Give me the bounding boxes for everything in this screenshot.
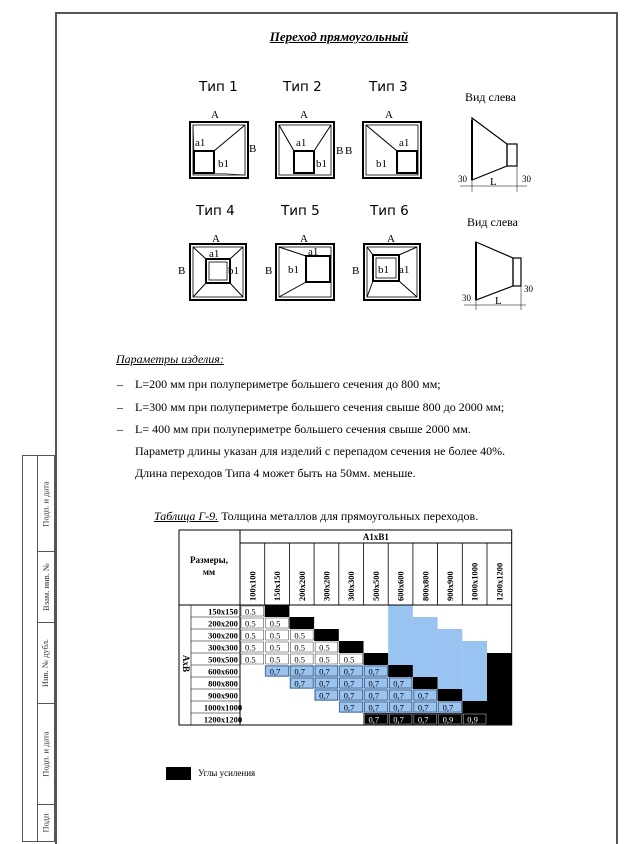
table-cell-value: 0,7 <box>343 702 355 713</box>
table-cell-fill <box>487 713 512 725</box>
type-3-diagram <box>345 105 433 185</box>
stamp-cell <box>37 704 54 805</box>
bullet-dash: – <box>117 377 123 391</box>
type-6-diagram <box>348 230 428 310</box>
side-view-diagram <box>455 108 545 198</box>
table-row-header: 500x500 <box>208 654 238 665</box>
table-cell-fill <box>438 641 463 653</box>
table-cell-value: 0,7 <box>368 714 380 725</box>
stamp-cell-label: Инв. № дубл. <box>40 638 51 688</box>
table-cell-fill <box>314 629 339 641</box>
param-note: Параметр длины указан для изделий с перепадом сечения не более 40%. <box>135 444 506 458</box>
table-cell-value: 0,7 <box>417 714 429 725</box>
table-cell-fill <box>438 677 463 689</box>
table-cell-fill <box>364 653 389 665</box>
dim-a-label: A <box>300 233 308 245</box>
table-cell-fill <box>339 641 364 653</box>
table-cell-value: 0,7 <box>269 666 281 677</box>
type-1-diagram <box>180 105 260 185</box>
table-cell-value: 0.5 <box>343 654 355 665</box>
stamp-cell <box>37 623 54 704</box>
table-cell-value: 0,9 <box>442 714 454 725</box>
dim-a1-label: a1 <box>195 137 206 149</box>
table-cell-fill <box>265 605 290 617</box>
metal-thickness-table <box>165 530 512 745</box>
dim-a1-label: a1 <box>308 246 319 258</box>
table-cell-fill <box>289 617 314 629</box>
table-cell-value: 0,7 <box>393 702 404 713</box>
dim-l-label: L <box>490 176 497 188</box>
table-cell-fill <box>413 665 438 677</box>
dim-a-label: A <box>211 109 219 121</box>
table-cell-fill <box>462 677 487 689</box>
dim-a1-label: a1 <box>209 248 220 260</box>
side-view-label: Вид слева <box>465 90 517 104</box>
stamp-cell <box>37 552 54 623</box>
table-column-header: 300x300 <box>346 571 357 601</box>
table-row-group-header: AxB <box>181 655 191 673</box>
table-cell-fill <box>438 629 463 641</box>
dim-30-label: 30 <box>524 284 533 294</box>
table-cell-fill <box>388 629 413 641</box>
dim-30-label: 30 <box>458 174 467 184</box>
table-cell-value: 0,9 <box>467 714 478 725</box>
table-col-group-header: A1xB1 <box>362 532 389 542</box>
table-cell-fill <box>438 665 463 677</box>
table-cell-value: 0.5 <box>245 630 256 641</box>
type-label: Тип 2 <box>283 79 322 95</box>
stamp-cell-label: Подп <box>40 813 51 833</box>
table-cell-fill <box>388 665 413 677</box>
stamp-cell <box>37 805 54 841</box>
dim-a-label: A <box>387 233 395 245</box>
table-cell-value: 0,7 <box>393 690 404 701</box>
table-cell-value: 0.5 <box>245 654 256 665</box>
table-cell-value: 0,7 <box>442 702 454 713</box>
table-size-header: мм <box>202 567 216 577</box>
table-cell-fill <box>388 617 413 629</box>
table-caption-number: Таблица Г-9. <box>154 509 219 523</box>
table-column-header: 100x100 <box>247 571 258 601</box>
dim-b1-label: b1 <box>316 158 327 170</box>
table-row-header: 150x150 <box>208 606 238 617</box>
table-cell-fill <box>388 653 413 665</box>
table-size-header: Размеры, <box>190 555 228 565</box>
param-bullet: L=300 мм при полупериметре большего сечения свыше 800 до 2000 мм; <box>135 400 505 414</box>
table-cell-value: 0,7 <box>319 678 330 689</box>
table-cell-fill <box>487 689 512 701</box>
table-column-header: 900x900 <box>444 571 455 601</box>
table-cell-value: 0.5 <box>269 630 281 641</box>
stamp-cell-label: Подп. и дата <box>40 480 51 527</box>
table-cell-value: 0,7 <box>368 690 380 701</box>
table-cell-value: 0.5 <box>269 654 281 665</box>
dim-a1-label: a1 <box>296 137 307 149</box>
table-cell-fill <box>462 641 487 653</box>
dim-b-label: B <box>265 265 273 277</box>
table-row-header: 1200x1200 <box>203 714 243 725</box>
table-row-header: 1000x1000 <box>203 702 243 713</box>
param-bullet: L= 400 мм при полупериметре большего сечения свыше 2000 мм. <box>135 422 471 436</box>
table-cell-value: 0.5 <box>245 642 256 653</box>
bullet-dash: – <box>117 422 123 436</box>
stamp-cell-label: Подп. и дата <box>40 731 51 777</box>
table-row-header: 800x800 <box>208 678 238 689</box>
table-cell-value: 0,7 <box>393 714 404 725</box>
table-column-header: 800x800 <box>420 571 431 601</box>
type-label: Тип 6 <box>370 203 409 219</box>
legend-label: Углы усиления <box>198 768 256 778</box>
table-cell-value: 0,7 <box>343 666 355 677</box>
table-cell-value: 0,7 <box>294 678 306 689</box>
table-cell-fill <box>487 677 512 689</box>
table-cell-value: 0,7 <box>393 678 404 689</box>
type-label: Тип 1 <box>199 79 238 95</box>
table-cell-fill <box>413 617 438 629</box>
type-2-diagram <box>270 105 353 185</box>
table-caption <box>154 509 478 524</box>
dim-a-label: A <box>300 109 308 121</box>
side-view-label: Вид слева <box>467 215 519 229</box>
table-cell-fill <box>487 701 512 713</box>
table-cell-value: 0,7 <box>368 666 380 677</box>
table-cell-fill <box>487 665 512 677</box>
dim-b-label: B <box>336 145 344 157</box>
table-cell-value: 0.5 <box>319 654 330 665</box>
table-cell-value: 0.5 <box>294 642 306 653</box>
table-cell-value: 0,7 <box>417 690 429 701</box>
table-column-header: 500x500 <box>370 571 381 601</box>
table-row-header: 300x300 <box>208 642 238 653</box>
table-cell-fill <box>462 653 487 665</box>
table-row-header: 200x200 <box>208 618 238 629</box>
table-cell-fill <box>413 629 438 641</box>
legend-swatch <box>166 767 191 780</box>
table-cell-fill <box>413 653 438 665</box>
dim-a-label: A <box>385 109 393 121</box>
table-cell-value: 0.5 <box>245 606 256 617</box>
dim-b1-label: b1 <box>376 158 387 170</box>
table-cell-value: 0,7 <box>368 702 380 713</box>
table-cell-value: 0.5 <box>294 630 306 641</box>
table-row-header: 900x900 <box>208 690 238 701</box>
table-cell-fill <box>462 665 487 677</box>
dim-b-label: B <box>178 265 186 277</box>
table-cell-value: 0.5 <box>269 618 281 629</box>
table-caption-text: Толщина металлов для прямоугольных переходов. <box>221 509 479 523</box>
table-cell-fill <box>413 641 438 653</box>
stamp-cell-label: Взам. инв. № <box>40 563 51 611</box>
table-cell-fill <box>462 689 487 701</box>
dim-b1-label: b1 <box>378 264 389 276</box>
stamp-cell <box>37 456 54 552</box>
dim-b1-label: b1 <box>288 264 299 276</box>
dim-30-label: 30 <box>462 293 471 303</box>
table-column-header: 150x150 <box>272 571 283 601</box>
title-block-sidebar <box>22 455 55 842</box>
table-column-header: 300x200 <box>321 571 332 601</box>
table-cell-value: 0,7 <box>368 678 380 689</box>
table-cell-fill <box>438 653 463 665</box>
table-cell-value: 0,7 <box>343 690 355 701</box>
side-view-diagram <box>458 232 548 322</box>
type-label: Тип 4 <box>196 203 235 219</box>
type-label: Тип 3 <box>369 79 408 95</box>
dim-a-label: A <box>212 233 220 245</box>
table-cell-fill <box>438 689 463 701</box>
table-column-header: 200x200 <box>296 571 307 601</box>
table-cell-value: 0.5 <box>245 618 256 629</box>
dim-l-label: L <box>495 295 502 307</box>
table-cell-value: 0.5 <box>319 642 330 653</box>
table-cell-fill <box>462 701 487 713</box>
dim-a1-label: a1 <box>399 264 410 276</box>
param-bullet: L=200 мм при полупериметре большего сечения до 800 мм; <box>135 377 441 391</box>
table-column-header: 1200x1200 <box>494 562 505 601</box>
dim-b1-label: b1 <box>218 158 229 170</box>
table-cell-value: 0.5 <box>269 642 281 653</box>
type-label: Тип 5 <box>281 203 320 219</box>
table-cell-value: 0,7 <box>294 666 306 677</box>
table-cell-value: 0,7 <box>343 678 355 689</box>
table-cell-fill <box>487 653 512 665</box>
type-5-diagram <box>262 230 342 310</box>
dim-b-label: B <box>345 145 353 157</box>
table-column-header: 600x600 <box>395 571 406 601</box>
table-cell-value: 0,7 <box>319 690 330 701</box>
param-note: Длина переходов Типа 4 может быть на 50мм. меньше. <box>135 466 416 480</box>
table-cell-fill <box>388 641 413 653</box>
params-heading: Параметры изделия: <box>116 352 224 366</box>
table-cell-value: 0,7 <box>417 702 429 713</box>
type-4-diagram <box>175 230 255 310</box>
page-title: Переход прямоугольный <box>269 29 409 44</box>
dim-b-label: B <box>352 265 360 277</box>
table-column-header: 1000x1000 <box>469 562 480 601</box>
dim-b-label: B <box>249 143 257 155</box>
table-row-header: 300x200 <box>208 630 238 641</box>
table-row-header: 600x600 <box>208 666 238 677</box>
table-cell-fill <box>413 677 438 689</box>
table-cell-value: 0.5 <box>294 654 306 665</box>
dim-30-label: 30 <box>522 174 531 184</box>
dim-b1-label: b1 <box>228 265 239 277</box>
table-cell-fill <box>388 605 413 617</box>
dim-a1-label: a1 <box>399 137 410 149</box>
table-cell-value: 0,7 <box>319 666 330 677</box>
bullet-dash: – <box>117 400 123 414</box>
